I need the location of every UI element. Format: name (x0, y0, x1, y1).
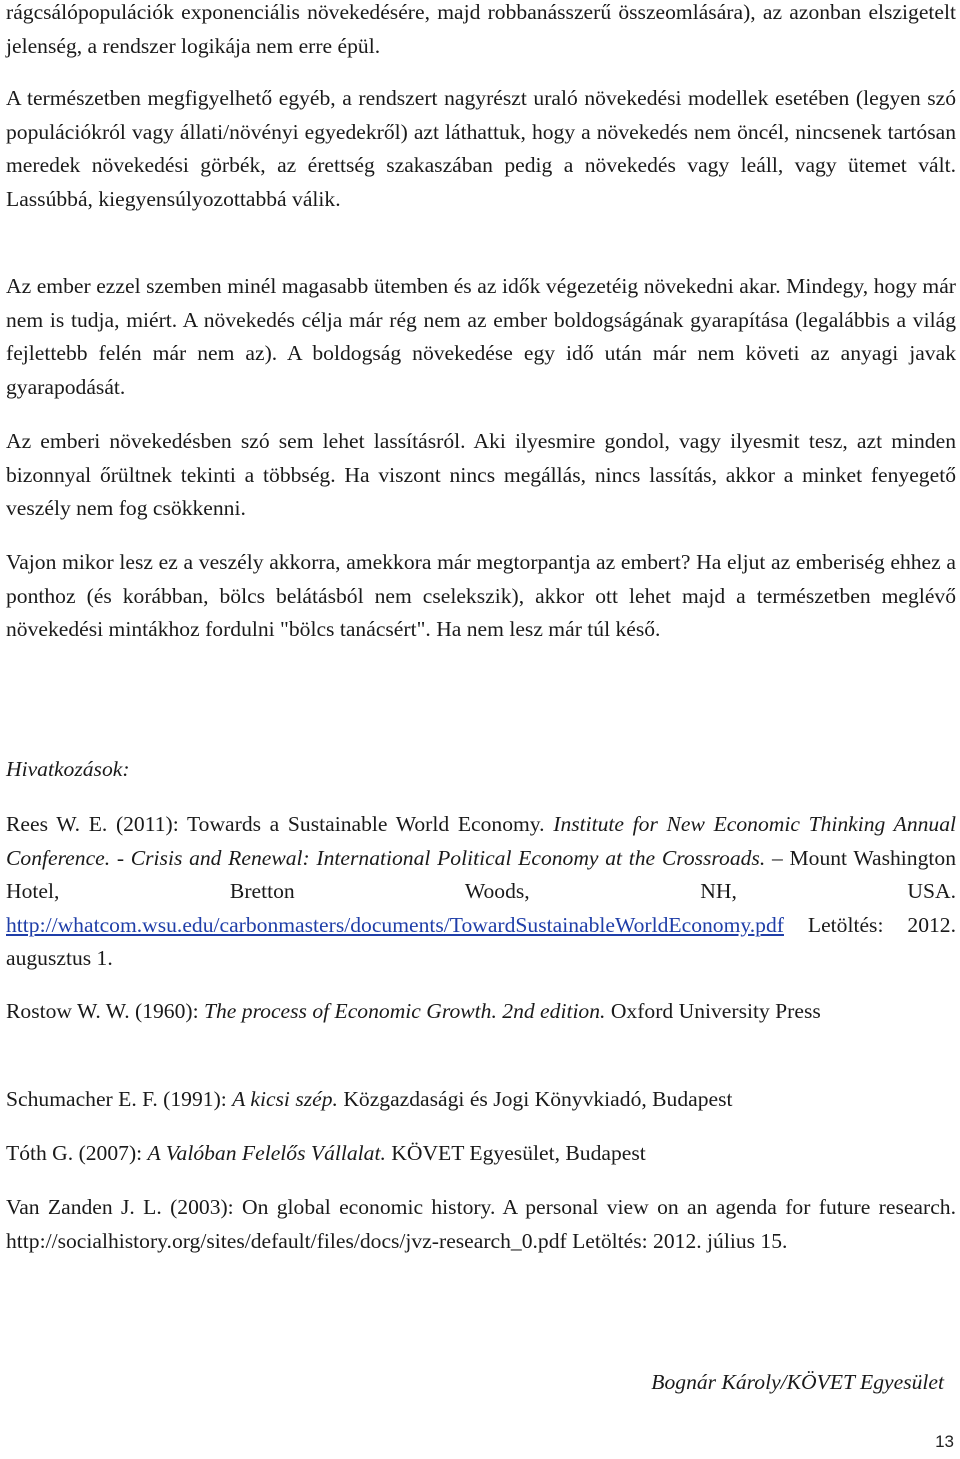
reference-rees-italic: Institute for New Economic Thinking Annual Conference. - Crisis and Renewal: International Political Economy at the Crossroads. (6, 812, 957, 870)
reference-rees-text-1: Rees W. E. (2011): Towards a Sustainable World Economy. (6, 812, 554, 836)
reference-toth-text-1: Tóth G. (2007): (6, 1141, 148, 1165)
paragraph-1: rágcsálópopulációk exponenciális növekedésére, majd robbanásszerű összeomlására), az azonban elszigetelt jelenség, a rendszer logikája nem erre épül. (6, 0, 956, 58)
reference-rees-link[interactable]: http://whatcom.wsu.edu/carbonmasters/documents/TowardSustainableWorldEconomy.pdf (6, 912, 784, 937)
reference-rostow (6, 995, 956, 1029)
signature: Bognár Károly/KÖVET Egyesület (651, 1370, 944, 1394)
paragraph-4: Az emberi növekedésben szó sem lehet lassításról. Aki ilyesmire gondol, vagy ilyesmit tesz, azt minden bizonnyal őrültnek tekinti a többség. Ha viszont nincs megállás, nincs lassítás, akkor a minket fenyegető veszély nem fog csökkenni. (6, 429, 956, 520)
paragraph-2: A természetben megfigyelhető egyéb, a rendszert nagyrészt uraló növekedési modellek esetében (legyen szó populációkról vagy állati/növényi egyedekről) azt láthattuk, hogy a növekedés nem öncél, nincsenek tartósan meredek növekedési görbék, az érettség szakaszában pedig a növekedés vagy leáll, vagy ütemet vált. Lassúbbá, kiegyensúlyozottabbá válik. (6, 86, 956, 211)
paragraph-5: Vajon mikor lesz ez a veszély akkorra, amekkora már megtorpantja az embert? Ha eljut az emberiség ehhez a ponthoz (és korábban, bölcs belátásból nem cselekszik), akkor ott lehet majd a természetben meglévő növekedési mintákhoz fordulni "bölcs tanácsért". Ha nem lesz már túl késő. (6, 550, 956, 641)
reference-toth (6, 1137, 956, 1171)
reference-rees (6, 808, 956, 976)
reference-schumacher-italic: A kicsi szép. (232, 1087, 338, 1111)
reference-toth-text-2: KÖVET Egyesület, Budapest (385, 1141, 646, 1165)
reference-rees-text-2: – Mount Washington Hotel, Bretton Woods, NH, USA. (6, 845, 956, 903)
reference-rees-text-3: Letöltés: 2012. augusztus 1. (6, 912, 956, 970)
reference-schumacher (6, 1083, 956, 1117)
reference-rostow-text-2: Oxford University Press (605, 999, 821, 1023)
reference-toth-italic: A Valóban Felelős Vállalat. (147, 1141, 386, 1165)
reference-rostow-text-1: Rostow W. W. (1960): (6, 999, 204, 1023)
reference-schumacher-text-1: Schumacher E. F. (1991): (6, 1087, 233, 1111)
references-heading: Hivatkozások: (6, 757, 130, 781)
reference-vanzanden (6, 1191, 956, 1258)
reference-vanzanden-text: Van Zanden J. L. (2003): On global economic history. A personal view on an agenda for future research. http://socialhistory.org/sites/default/files/docs/jvz-research_0.pdf Letöltés: 2012. július 15. (6, 1195, 956, 1253)
page-number: 13 (935, 1432, 954, 1451)
reference-schumacher-text-2: Közgazdasági és Jogi Könyvkiadó, Budapest (337, 1087, 733, 1111)
reference-rostow-italic: The process of Economic Growth. 2nd edition. (203, 999, 606, 1023)
paragraph-3: Az ember ezzel szemben minél magasabb ütemben és az idők végezetéig növekedni akar. Mindegy, hogy már nem is tudja, miért. A növekedés célja már rég nem az ember boldogságának gyarapítása (legalábbis a világ fejlettebb felén már nem az). A boldogság növekedése egy idő után már nem követi az anyagi javak gyarapodását. (6, 274, 956, 399)
